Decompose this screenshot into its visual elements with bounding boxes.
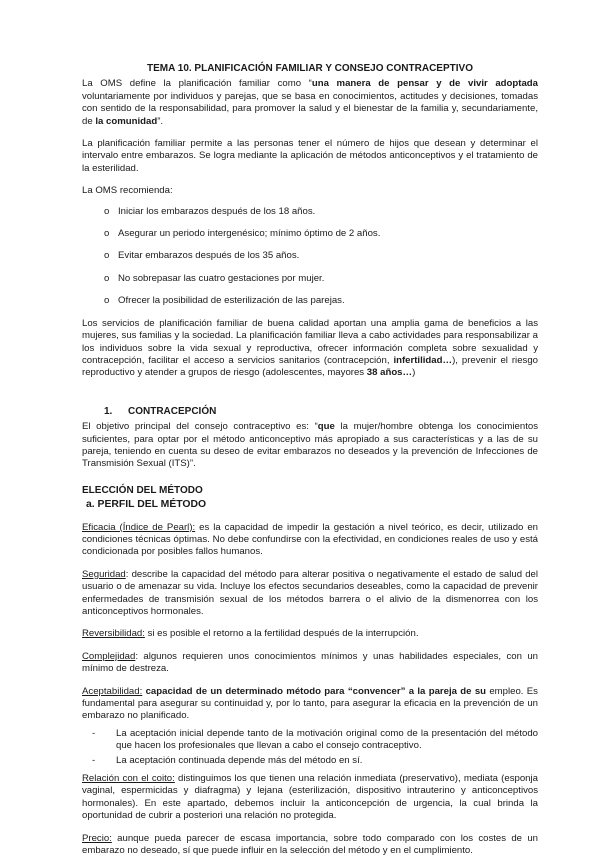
services-emphasis: infertilidad… [393, 354, 453, 366]
term-label: Eficacia (Índice de Pearl): [82, 521, 196, 533]
contracepcion-text: El objetivo principal del consejo contraceptivo es: “ [82, 421, 318, 433]
paragraph-aceptabilidad [82, 686, 538, 723]
intro-paragraph-purpose: La planificación familiar permite a las personas tener el número de hijos que desean y determinar el intervalo entre embarazos. Se logra mediante la aplicación de métodos anticonceptivos y el tratamiento de la esterilidad. [82, 138, 538, 174]
list-item [104, 295, 538, 307]
list-item-text: La aceptación inicial depende tanto de la motivación original como de la presentación del método que hacen los profesionales que llevan a cabo el consejo contraceptivo. [116, 727, 538, 752]
heading-eleccion: ELECCIÓN DEL MÉTODO [82, 484, 203, 496]
paragraph-eficacia [82, 522, 538, 559]
list-item [104, 250, 538, 262]
bullet-icon: o [104, 250, 110, 262]
term-text: distinguimos los que tienen una relación inmediata (preservativo), mediata (esponja vaginal, espermicidas y diafragma) y lejana (esterilización, dispositivo intrauterino y anticonceptivos hormonales). En este apartado, debemos incluir la anticoncepción de urgencia, la cual brinda la oportunidad de cubrir a posteriori una relación no protegida. [82, 773, 538, 822]
term-text: empleo. Es fundamental para asegurar su continuidad y, por lo tanto, para asegurar la eficacia en la prevención de un embarazo no planificado. [82, 685, 538, 722]
page-title: TEMA 10. PLANIFICACIÓN FAMILIAR Y CONSEJO CONTRACEPTIVO [147, 63, 473, 74]
term-label: Reversibilidad: [82, 628, 145, 640]
list-item-text: Evitar embarazos después de los 35 años. [118, 250, 300, 262]
term-text: aunque pueda parecer de escasa importancia, sobre todo comparado con los costes de un embarazo no deseado, sí que puede influir en la selección del método y en el cumplimiento. [82, 832, 538, 857]
paragraph-precio [82, 833, 538, 858]
bullet-icon: o [104, 228, 110, 240]
services-paragraph [82, 318, 538, 380]
section-number: 1. [104, 405, 113, 417]
list-item-text: La aceptación continuada depende más del método en sí. [116, 754, 363, 766]
dash-icon: - [92, 754, 96, 766]
contracepcion-paragraph [82, 421, 538, 471]
dash-icon: - [92, 727, 96, 739]
bullet-icon: o [104, 272, 110, 284]
term-label: Precio: [82, 832, 112, 844]
section-heading-text: CONTRACEPCIÓN [128, 405, 217, 417]
services-text: ), prevenir el riesgo reproductivo y atender a grupos de riesgo (adolescentes, mayores [82, 354, 538, 379]
term-text: : describe la capacidad del método para alterar positiva o negativamente el estado de salud del usuario o de amenazar su vida. Incluye los efectos secundarios deseables, como la capacidad de prevenir enfermedades de transmisión sexual de los métodos barrera o el alivio de la dismenorrea con los anticonceptivos hormonales. [82, 568, 538, 617]
paragraph-seguridad [82, 569, 538, 619]
intro-paragraph-definition [82, 78, 538, 128]
services-emphasis: 38 años… [366, 367, 413, 379]
term-label: Relación con el coito: [82, 773, 175, 785]
list-item [92, 728, 538, 753]
bullet-icon: o [104, 205, 110, 217]
services-text: ) [412, 367, 416, 379]
intro-text: ”. [157, 115, 164, 127]
paragraph-relacion-coito [82, 773, 538, 823]
intro-text: La OMS define la planificación familiar como “ [82, 78, 312, 90]
term-label: Seguridad [82, 568, 126, 580]
paragraph-complejidad [82, 651, 538, 676]
list-item [92, 755, 538, 767]
intro-emphasis: la comunidad [95, 115, 158, 127]
intro-text: voluntariamente por individuos y parejas, que se basa en conocimientos, actitudes y decisiones, tomadas con sentido de la responsabilidad, para promover la salud y el bienestar de la familia y, secundariamente, de [82, 90, 538, 127]
document-page [82, 63, 538, 858]
term-label: Complejidad [82, 650, 136, 662]
intro-emphasis: una manera de pensar y de vivir adoptada [311, 78, 538, 90]
list-item-text: Ofrecer la posibilidad de esterilización de las parejas. [118, 295, 345, 307]
list-item-text: Iniciar los embarazos después de los 18 años. [118, 205, 316, 217]
list-item-text: No sobrepasar las cuatro gestaciones por mujer. [118, 272, 325, 284]
term-emphasis: capacidad de un determinado método para “convencer” a la pareja de su [142, 685, 487, 697]
intro-paragraph-recommends: La OMS recomienda: [82, 185, 173, 197]
contracepcion-text: la mujer/hombre obtenga los conocimientos suficientes, para optar por el método anticonceptivo más apropiado a sus características y a las de su pareja, teniendo en cuenta su deseo de evitar embarazos no deseados y la prevención de Infecciones de Transmisión Sexual (ITS)”. [82, 421, 538, 470]
list-item-text: Asegurar un periodo intergenésico; mínimo óptimo de 2 años. [118, 228, 381, 240]
term-label: Aceptabilidad: [82, 685, 143, 697]
services-text: Los servicios de planificación familiar de buena calidad aportan una amplia gama de beneficios a las mujeres, sus familias y la sociedad. La planificación familiar lleva a cabo actividades para responsabilizar a los individuos sobre la vida sexual y reproductiva, ofrecer información completa sobre sexualidad y contracepción, facilitar el acceso a servicios sanitarios (contracepción, [82, 317, 538, 366]
list-item [104, 228, 538, 240]
recommendations-list [82, 206, 538, 308]
term-text: si es posible el retorno a la fertilidad después de la interrupción. [144, 628, 419, 640]
subheading-perfil: a. PERFIL DEL MÉTODO [86, 499, 207, 511]
contracepcion-emphasis: que [317, 421, 335, 433]
bullet-icon: o [104, 295, 110, 307]
aceptabilidad-list [82, 728, 538, 767]
term-text: es la capacidad de impedir la gestación a nivel teórico, es decir, utilizado en condiciones técnicas óptimas. No debe confundirse con la efectividad, en condiciones reales de uso y está condicionada por posibles fallos humanos. [82, 521, 539, 558]
term-text: : algunos requieren unos conocimientos mínimos y unas habilidades especiales, con un mínimo de destreza. [82, 650, 538, 675]
section-heading-contracepcion [82, 406, 538, 418]
paragraph-reversibilidad [82, 628, 538, 640]
list-item [104, 273, 538, 285]
list-item [104, 206, 538, 218]
